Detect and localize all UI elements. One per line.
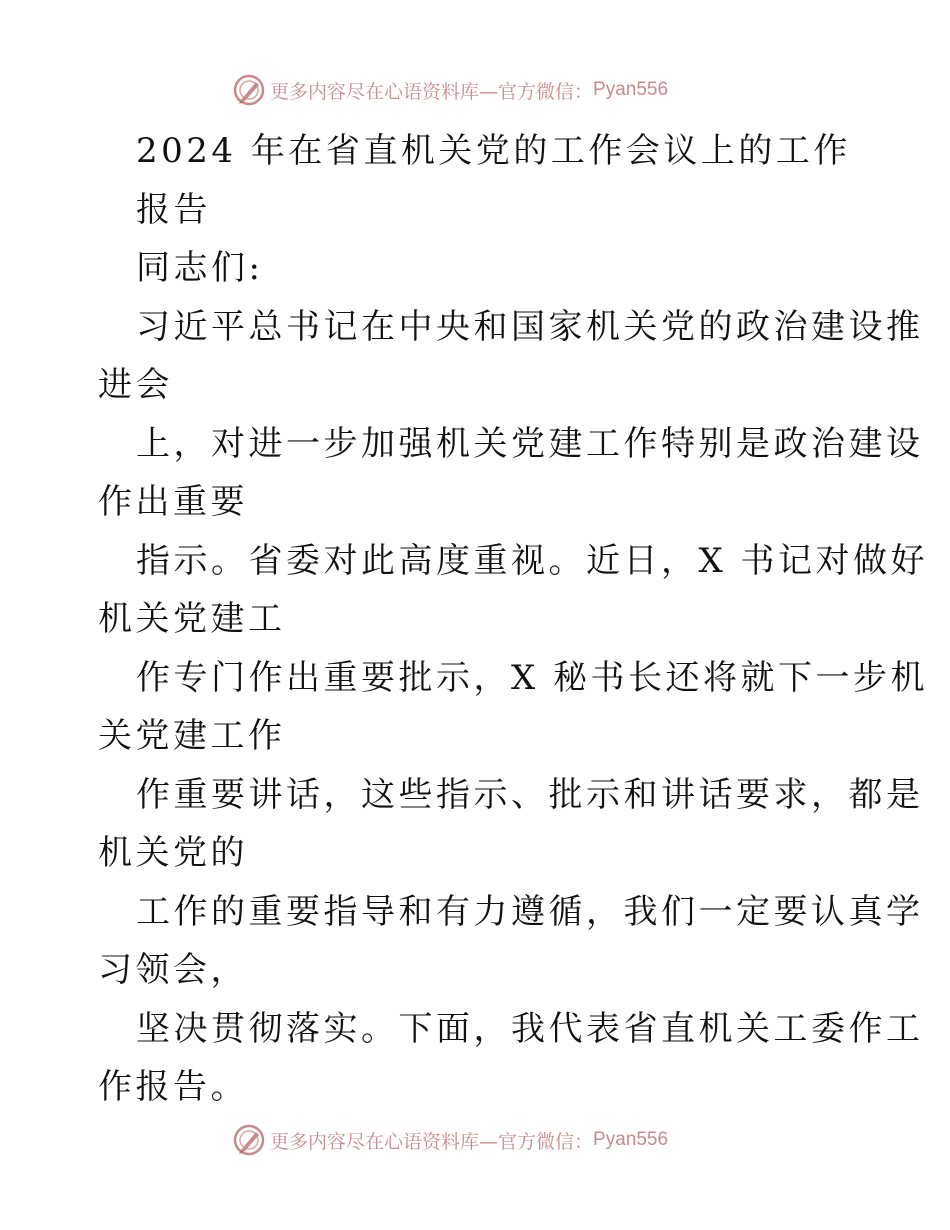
pen-logo-icon [232, 1123, 266, 1157]
text-line: 上，对进一步加强机关党建工作特别是政治建设 [136, 423, 924, 464]
text-line: 机关党建工 [98, 599, 286, 639]
text-line: 作报告。 [98, 1067, 248, 1107]
watermark-text: 更多内容尽在心语资料库—官方微信： [270, 1130, 594, 1153]
text-line: 工作的重要指导和有力遵循，我们一定要认真学 [136, 891, 924, 932]
text-line: 习近平总书记在中央和国家机关党的政治建设推 [136, 306, 924, 347]
text-line: 作专门作出重要批示，X 秘书长还将就下一步机 [136, 657, 929, 698]
watermark-wechat-id: Pyan556 [593, 79, 669, 100]
text-line: 关党建工作 [98, 716, 286, 756]
header-watermark [232, 72, 668, 108]
text-line: 机关党的 [98, 833, 248, 873]
footer-watermark [232, 1122, 668, 1158]
document-body [98, 122, 929, 1117]
pen-logo-icon [232, 73, 266, 107]
text-line: 坚决贯彻落实。下面，我代表省直机关工委作工 [136, 1008, 924, 1049]
text-line: 2024 年在省直机关党的工作会议上的工作 [136, 131, 851, 171]
text-line: 进会 [98, 365, 173, 405]
text-line: 作出重要 [98, 482, 248, 522]
text-line: 作重要讲话，这些指示、批示和讲话要求，都是 [136, 774, 924, 815]
text-line: 报告 [136, 189, 211, 230]
text-line: 习领会， [98, 950, 248, 990]
watermark-wechat-id: Pyan556 [593, 1129, 669, 1150]
text-line: 同志们: [136, 248, 264, 288]
watermark-text: 更多内容尽在心语资料库—官方微信： [270, 80, 594, 103]
text-line: 指示。省委对此高度重视。近日，X 书记对做好 [136, 540, 929, 581]
